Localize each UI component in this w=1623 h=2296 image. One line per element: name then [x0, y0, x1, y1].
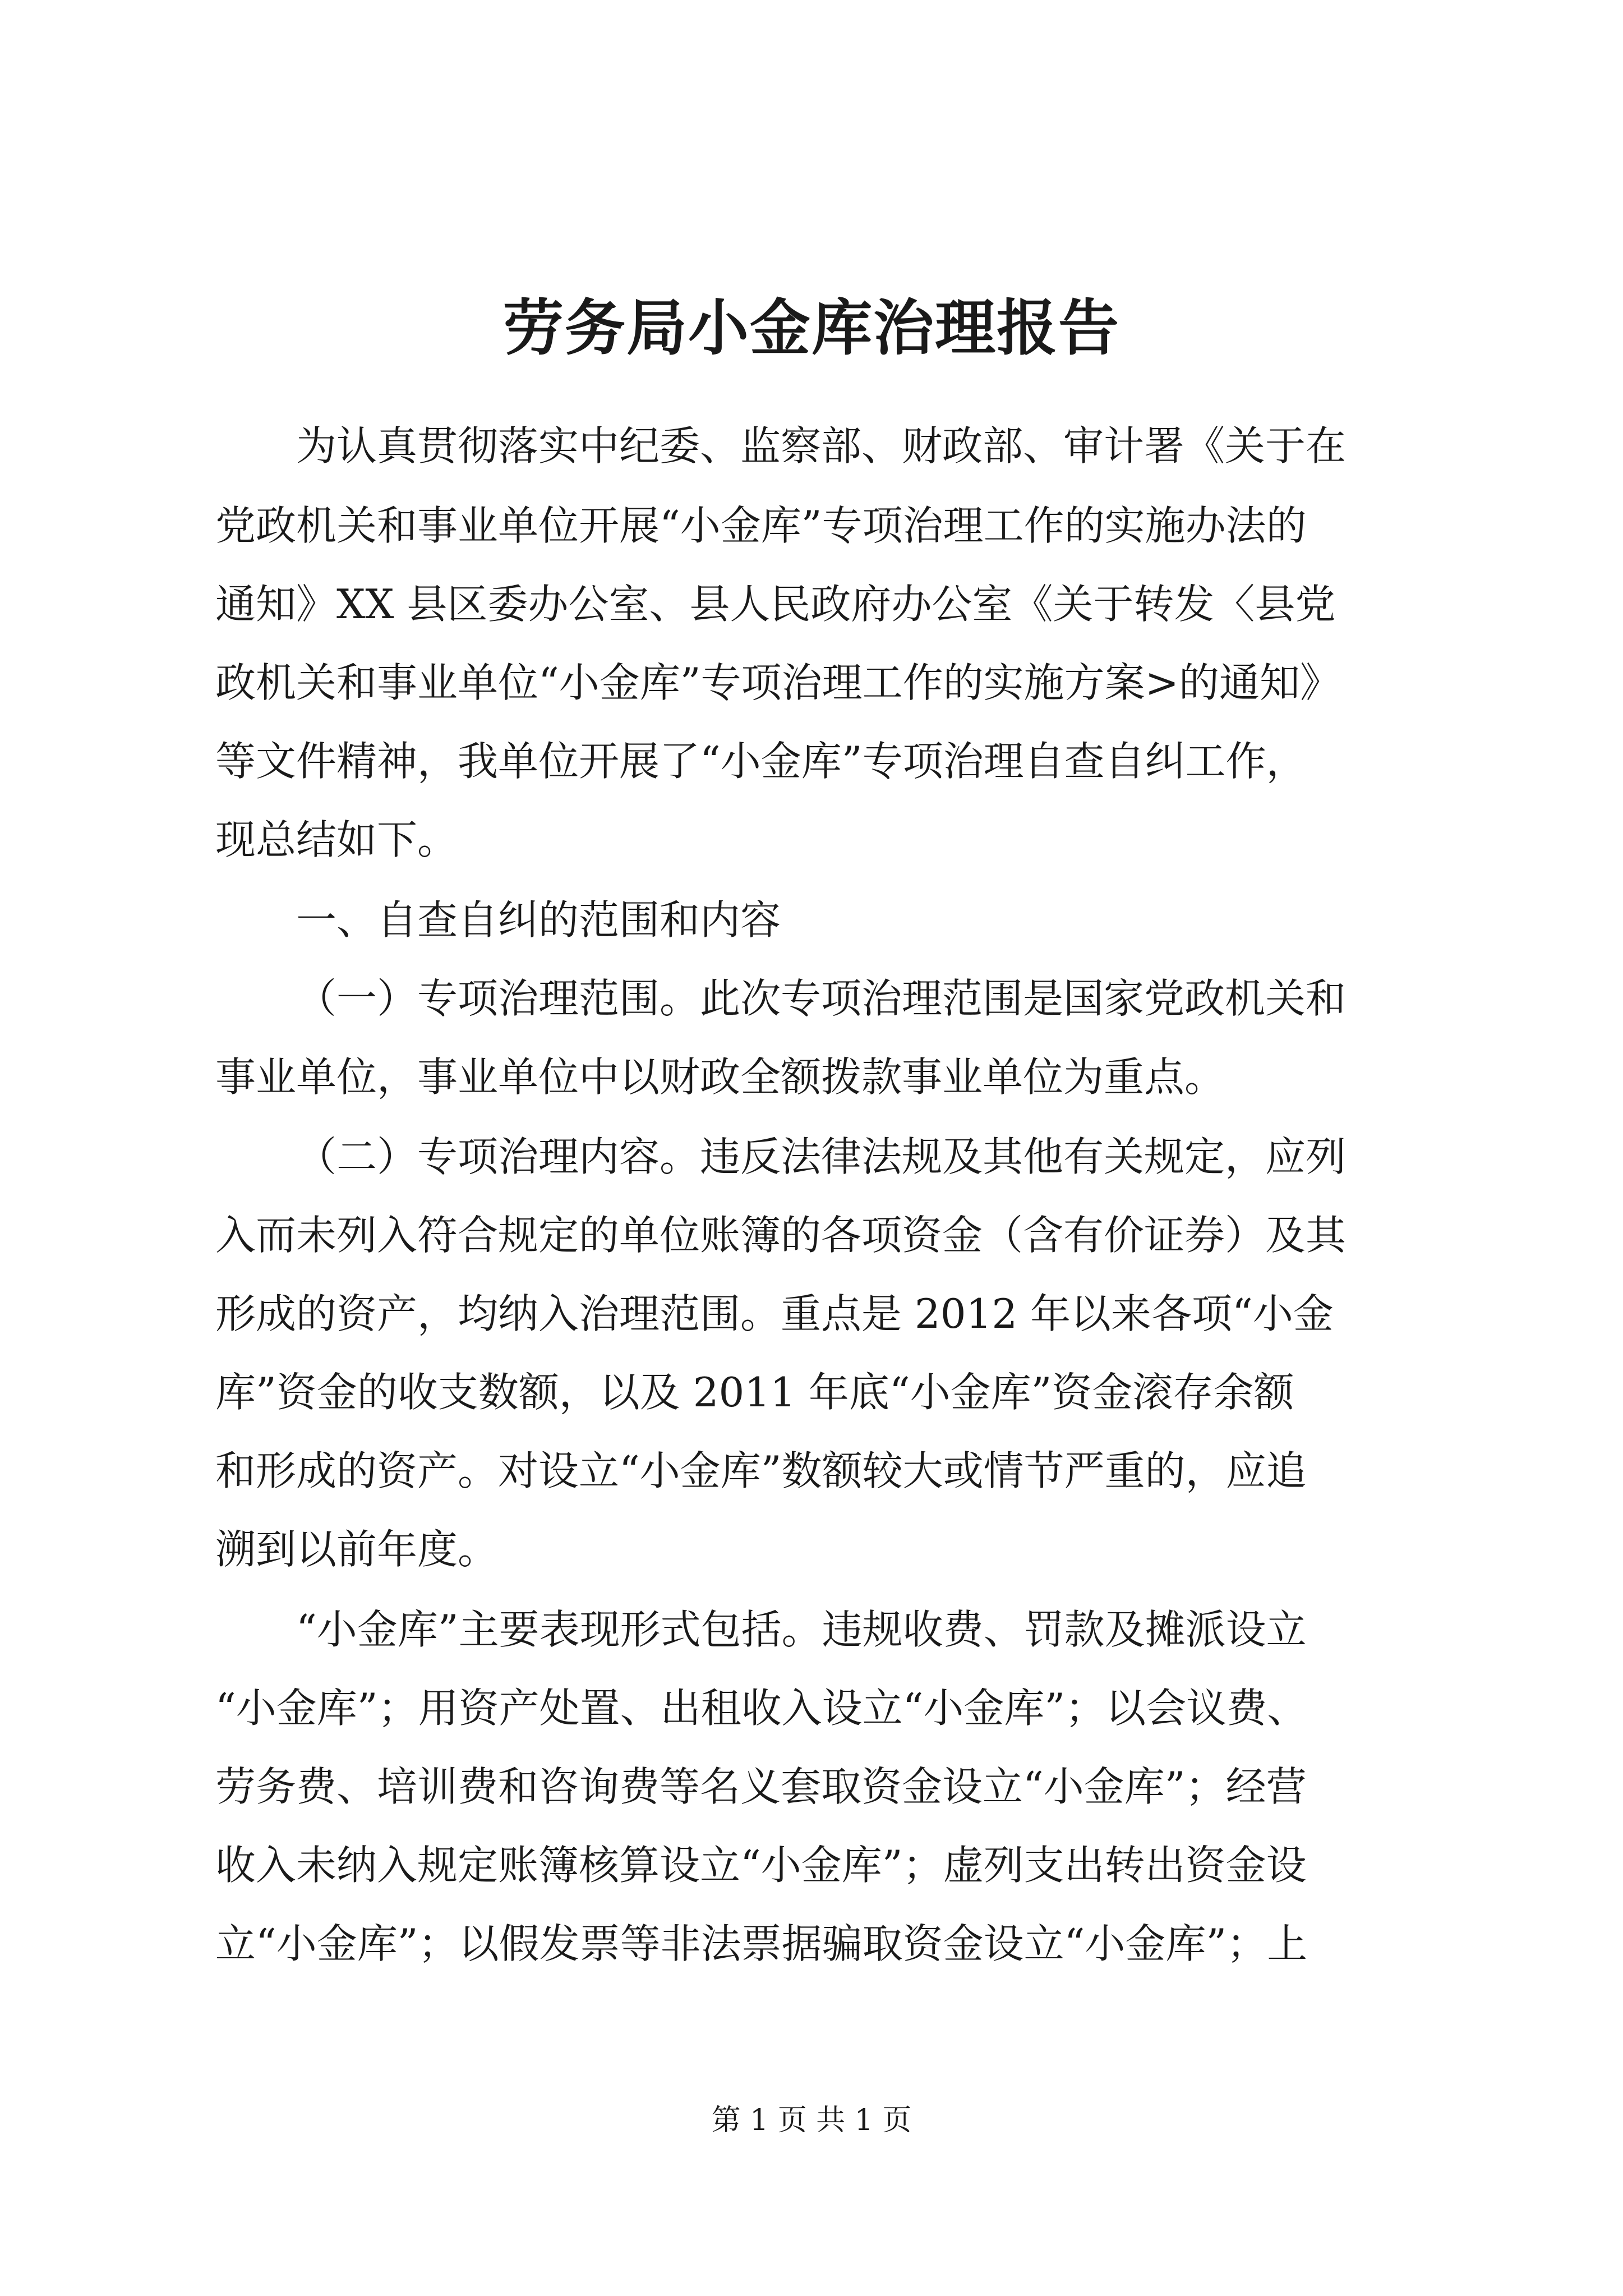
document-title: 劳务局小金库治理报告: [502, 293, 1120, 364]
paragraph-line: 劳务费、培训费和咨询费等名义套取资金设立“小金库”；经营: [215, 1763, 1307, 1810]
paragraph-line: 立“小金库”；以假发票等非法票据骗取资金设立“小金库”；上: [215, 1920, 1308, 1967]
paragraph-line: 库”资金的收支数额，以及 2011 年底“小金库”资金滚存余额: [215, 1369, 1294, 1416]
paragraph-line: 溯到以前年度。: [215, 1526, 499, 1573]
paragraph-line: （一）专项治理范围。此次专项治理范围是国家党政机关和: [296, 975, 1347, 1022]
paragraph-line: 收入未纳入规定账簿核算设立“小金库”；虚列支出转出资金设: [215, 1842, 1307, 1889]
paragraph-line: “小金库”；用资产处置、出租收入设立“小金库”；以会议费、: [215, 1685, 1308, 1732]
paragraph-line: 事业单位，事业单位中以财政全额拨款事业单位为重点。: [215, 1053, 1225, 1101]
paragraph-line: 政机关和事业单位“小金库”专项治理工作的实施方案>的通知》: [215, 659, 1340, 706]
paragraph-line: 通知》XX 县区委办公室、县人民政府办公室《关于转发〈县党: [215, 581, 1336, 628]
section-heading: 一、自查自纠的范围和内容: [296, 896, 781, 944]
paragraph-line: 等文件精神，我单位开展了“小金库”专项治理自查自纠工作，: [215, 738, 1307, 785]
paragraph-line: （二）专项治理内容。违反法律法规及其他有关规定，应列: [296, 1133, 1347, 1180]
paragraph-line: 形成的资产，均纳入治理范围。重点是 2012 年以来各项“小金: [215, 1290, 1334, 1337]
paragraph-line: 党政机关和事业单位开展“小金库”专项治理工作的实施办法的: [215, 502, 1307, 549]
paragraph-line: 和形成的资产。对设立“小金库”数额较大或情节严重的，应追: [215, 1447, 1307, 1494]
page-footer: 第 1 页 共 1 页: [711, 2104, 912, 2137]
paragraph-line: 入而未列入符合规定的单位账簿的各项资金（含有价证券）及其: [215, 1212, 1347, 1259]
paragraph-line: “小金库”主要表现形式包括。违规收费、罚款及摊派设立: [296, 1606, 1307, 1653]
paragraph-line: 现总结如下。: [215, 816, 458, 863]
paragraph-line: 为认真贯彻落实中纪委、监察部、财政部、审计署《关于在: [296, 422, 1347, 470]
